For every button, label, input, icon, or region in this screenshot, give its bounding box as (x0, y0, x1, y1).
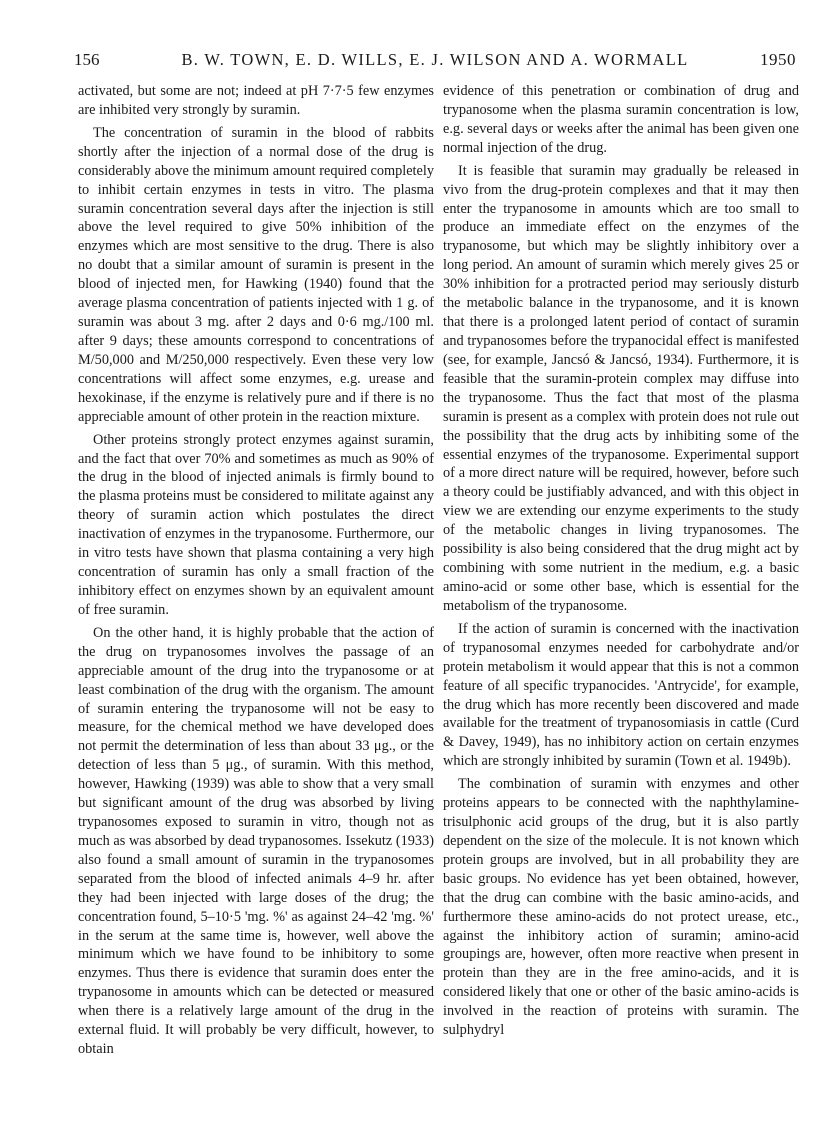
paragraph: If the action of suramin is concerned with the inactivation of trypanosomal enzymes needed for carbohydrate and/or protein metabolism it would appear that this is not a common feature of all specific trypanocides. 'Antrycide', for example, the drug which has more recently been discovered and made available for the treatment of trypanosomiasis in cattle (Curd & Davey, 1949), has no inhibitory action on certain enzymes which are strongly inhibited by suramin (Town et al. 1949b). (443, 620, 799, 770)
paragraph-continued: evidence of this penetration or combination of drug and trypanosome when the plasma suramin concentration is low, e.g. several days or weeks after the animal has been given one normal injection of the drug. (443, 83, 799, 156)
paragraph: The combination of suramin with enzymes and other proteins appears to be connected with the naphthylamine-trisulphonic acid groups of the drug, but it is also partly dependent on the size of the molecule. It is not known which protein groups are involved, but in all probability they are basic groups. No evidence has yet been obtained, however, that the drug can combine with the basic amino-acids, and furthermore these amino-acids do not protect urease, etc., against the inhibitory action of suramin; amino-acid groupings are, however, often more reactive when present in protein than they are in the free amino-acids, and it is considered likely that one or other of the basic amino-acids is involved in the reaction of proteins with suramin. The sulphydryl (443, 776, 799, 1039)
paragraph: Other proteins strongly protect enzymes against suramin, and the fact that over 70% and sometimes as much as 90% of the drug in the blood of injected animals is firmly bound to the plasma proteins must be considered to militate against any theory of suramin action which postulates the direct inactivation of enzymes in the trypanosome. Furthermore, our in vitro tests have shown that plasma containing a very high concentration of suramin has only a small fraction of the inhibitory effect on enzymes shown by an equivalent amount of free suramin. (78, 431, 434, 618)
page-number: 156 (74, 50, 100, 69)
left-column (78, 82, 434, 1063)
running-head-authors: B. W. TOWN, E. D. WILLS, E. J. WILSON AND A. WORMALL (181, 50, 689, 69)
paragraph: It is feasible that suramin may gradually be released in vivo from the drug-protein complexes and that it may then enter the trypanosome in amounts which are too small to produce an immediate effect on the enzymes of the trypanosome, but which may be slightly inhibitory over a long period. An amount of suramin which merely gives 25 or 30% inhibition for a protracted period may seriously disturb the metabolic balance in the trypanosome, and it is known that there is a prolonged latent period of contact of suramin and trypanosomes before the trypanocidal effect is manifested (see, for example, Jancsó & Jancsó, 1934). Furthermore, it is feasible that the suramin-protein complex may diffuse into the trypanosome. Thus the fact that most of the plasma suramin is present as a complex with protein does not rule out the possibility that the drug acts by inhibiting some of the essential enzymes of the trypanosome. Experimental support of a more direct nature will be required, however, before such a theory could be justifiably advanced, and with this object in view we are extending our enzyme experiments to the study of the metabolic changes in living trypanosomes. The possibility is also being considered that the drug might act by combining with some nutrient in the medium, e.g. a basic amino-acid or some other base, which is essential for the metabolism of the trypanosome. (443, 162, 799, 614)
paragraph: The concentration of suramin in the blood of rabbits shortly after the injection of a normal dose of the drug is considerably above the minimum amount required completely to inhibit certain enzymes in tests in vitro. The plasma suramin concentration several days after the injection is still above the level required to give 50% inhibition of the enzymes which are most sensitive to the drug. There is also no doubt that a similar amount of suramin is present in the blood of injected men, for Hawking (1940) found that the average plasma concentration of patients injected with 1 g. of suramin was about 3 mg. after 2 days and 0·6 mg./100 ml. after 9 days; these amounts correspond to concentrations of M/50,000 and M/250,000 respectively. Even these very low concentrations will affect some enzymes, e.g. urease and hexokinase, if the enzyme is relatively pure and if there is no appreciable amount of other protein in the reaction mixture. (78, 124, 434, 425)
paragraph: On the other hand, it is highly probable that the action of the drug on trypanosomes involves the passage of an appreciable amount of the drug into the trypanosome or at least combination of the drug with the organism. The amount of suramin entering the trypanosome will not be easy to measure, for the chemical method we have developed does not permit the determination of less than about 33 μg., or the detection of less than 5 μg., of suramin. With this method, however, Hawking (1939) was able to show that a very small but significant amount of the drug was absorbed by living trypanosomes exposed to suramin in vitro, though not as much as was absorbed by dead trypanosomes. Issekutz (1933) also found a small amount of suramin in the trypanosomes separated from the blood of infected animals 4–9 hr. after they had been injected with large doses of the drug; the concentration found, 5–10·5 'mg. %' as against 24–42 'mg. %' in the serum at the same time is, however, well above the minimum which we have found to be inhibitory to some enzymes. Thus there is evidence that suramin does enter the trypanosome in amounts which can be detected or measured when there is a relatively large amount of the drug in the external fluid. It will probably be very difficult, however, to obtain (78, 624, 434, 1058)
paragraph-continued: activated, but some are not; indeed at pH 7·7·5 few enzymes are inhibited very strongly by suramin. (78, 83, 434, 118)
running-header (74, 50, 796, 72)
right-column (443, 82, 799, 1044)
publication-year: 1950 (760, 50, 796, 69)
